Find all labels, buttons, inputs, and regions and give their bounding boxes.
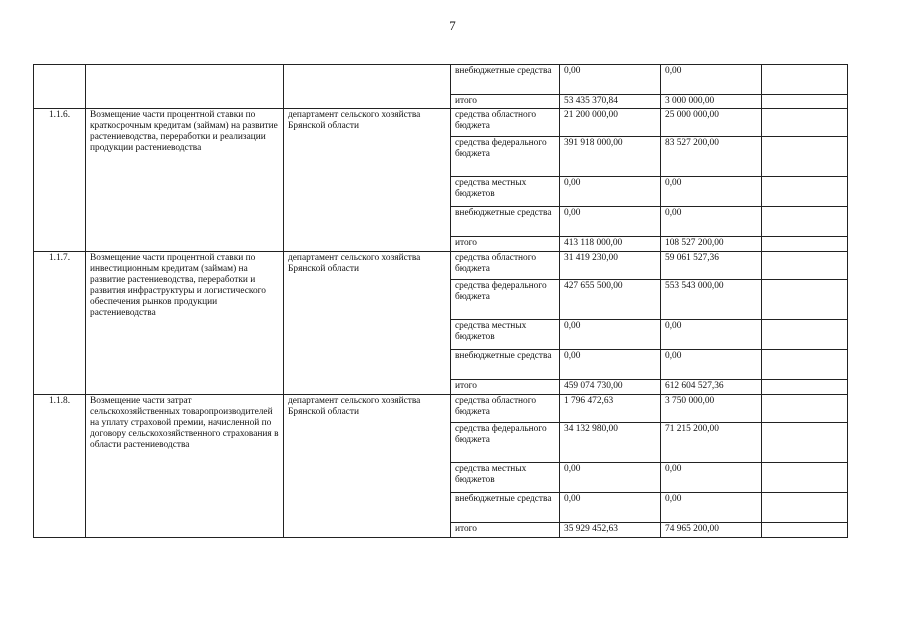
- funding-source: внебюджетные средства: [451, 65, 560, 95]
- value-cell: 553 543 000,00: [661, 280, 762, 320]
- value-cell: 0,00: [661, 463, 762, 493]
- empty-cell: [762, 237, 848, 252]
- item-number: 1.1.6.: [34, 109, 86, 252]
- value-cell: 0,00: [661, 65, 762, 95]
- value-cell: 74 965 200,00: [661, 523, 762, 538]
- value-cell: 0,00: [661, 207, 762, 237]
- budget-table: [33, 64, 848, 538]
- item-number: 1.1.8.: [34, 395, 86, 538]
- value-cell: 0,00: [560, 65, 661, 95]
- value-cell: 25 000 000,00: [661, 109, 762, 137]
- value-cell: 31 419 230,00: [560, 252, 661, 280]
- empty-cell: [762, 523, 848, 538]
- value-cell: 413 118 000,00: [560, 237, 661, 252]
- value-cell: 0,00: [560, 320, 661, 350]
- funding-source: итого: [451, 523, 560, 538]
- empty-cell: [762, 395, 848, 423]
- empty-cell: [762, 109, 848, 137]
- value-cell: 459 074 730,00: [560, 380, 661, 395]
- value-cell: 0,00: [661, 350, 762, 380]
- empty-cell: [762, 280, 848, 320]
- empty-cell: [762, 252, 848, 280]
- empty-cell: [762, 95, 848, 109]
- value-cell: 427 655 500,00: [560, 280, 661, 320]
- value-cell: 391 918 000,00: [560, 137, 661, 177]
- funding-source: средства местных бюджетов: [451, 177, 560, 207]
- funding-source: средства федерального бюджета: [451, 423, 560, 463]
- item-number: 1.1.7.: [34, 252, 86, 395]
- value-cell: 3 000 000,00: [661, 95, 762, 109]
- funding-source: средства областного бюджета: [451, 395, 560, 423]
- empty-cell: [762, 350, 848, 380]
- table-body: [34, 65, 848, 538]
- funding-source: внебюджетные средства: [451, 493, 560, 523]
- department: департамент сельского хозяйства Брянской области: [284, 109, 451, 252]
- empty-cell: [762, 380, 848, 395]
- empty-cell: [762, 137, 848, 177]
- value-cell: 0,00: [661, 320, 762, 350]
- value-cell: 83 527 200,00: [661, 137, 762, 177]
- table-row: [34, 252, 848, 280]
- value-cell: 612 604 527,36: [661, 380, 762, 395]
- funding-source: внебюджетные средства: [451, 350, 560, 380]
- value-cell: 0,00: [560, 177, 661, 207]
- value-cell: 0,00: [560, 463, 661, 493]
- funding-source: внебюджетные средства: [451, 207, 560, 237]
- empty-cell: [762, 423, 848, 463]
- funding-source: итого: [451, 237, 560, 252]
- empty-cell: [762, 177, 848, 207]
- empty-cell: [762, 493, 848, 523]
- funding-source: итого: [451, 380, 560, 395]
- funding-source: средства федерального бюджета: [451, 137, 560, 177]
- funding-source: средства местных бюджетов: [451, 320, 560, 350]
- table-row: [34, 395, 848, 423]
- department: департамент сельского хозяйства Брянской области: [284, 395, 451, 538]
- empty-cell: [762, 463, 848, 493]
- value-cell: 1 796 472,63: [560, 395, 661, 423]
- funding-source: средства федерального бюджета: [451, 280, 560, 320]
- value-cell: 0,00: [560, 350, 661, 380]
- item-name-cell: [86, 65, 284, 109]
- value-cell: 0,00: [661, 493, 762, 523]
- department-cell: [284, 65, 451, 109]
- item-name: Возмещение части затрат сельскохозяйственных товаропроизводителей на уплату страховой премии, начисленной по договору сельскохозяйственного страхования в области растениеводства: [86, 395, 284, 538]
- value-cell: 0,00: [661, 177, 762, 207]
- department: департамент сельского хозяйства Брянской области: [284, 252, 451, 395]
- value-cell: 59 061 527,36: [661, 252, 762, 280]
- funding-source: средства областного бюджета: [451, 109, 560, 137]
- table-row: [34, 109, 848, 137]
- item-name: Возмещение части процентной ставки по инвестиционным кредитам (займам) на развитие растениеводства, переработки и развития инфраструктуры и логистического обеспечения рынков продукции растениеводства: [86, 252, 284, 395]
- value-cell: 35 929 452,63: [560, 523, 661, 538]
- funding-source: средства областного бюджета: [451, 252, 560, 280]
- value-cell: 0,00: [560, 207, 661, 237]
- value-cell: 34 132 980,00: [560, 423, 661, 463]
- value-cell: 21 200 000,00: [560, 109, 661, 137]
- empty-cell: [762, 65, 848, 95]
- funding-source: средства местных бюджетов: [451, 463, 560, 493]
- value-cell: 71 215 200,00: [661, 423, 762, 463]
- page-number: 7: [449, 18, 456, 33]
- empty-cell: [762, 207, 848, 237]
- item-name: Возмещение части процентной ставки по краткосрочным кредитам (займам) на развитие растениеводства, переработки и реализации продукции растениеводства: [86, 109, 284, 252]
- table-row: [34, 65, 848, 95]
- value-cell: 3 750 000,00: [661, 395, 762, 423]
- value-cell: 53 435 370,84: [560, 95, 661, 109]
- value-cell: 0,00: [560, 493, 661, 523]
- value-cell: 108 527 200,00: [661, 237, 762, 252]
- empty-cell: [762, 320, 848, 350]
- item-number-cell: [34, 65, 86, 109]
- funding-source: итого: [451, 95, 560, 109]
